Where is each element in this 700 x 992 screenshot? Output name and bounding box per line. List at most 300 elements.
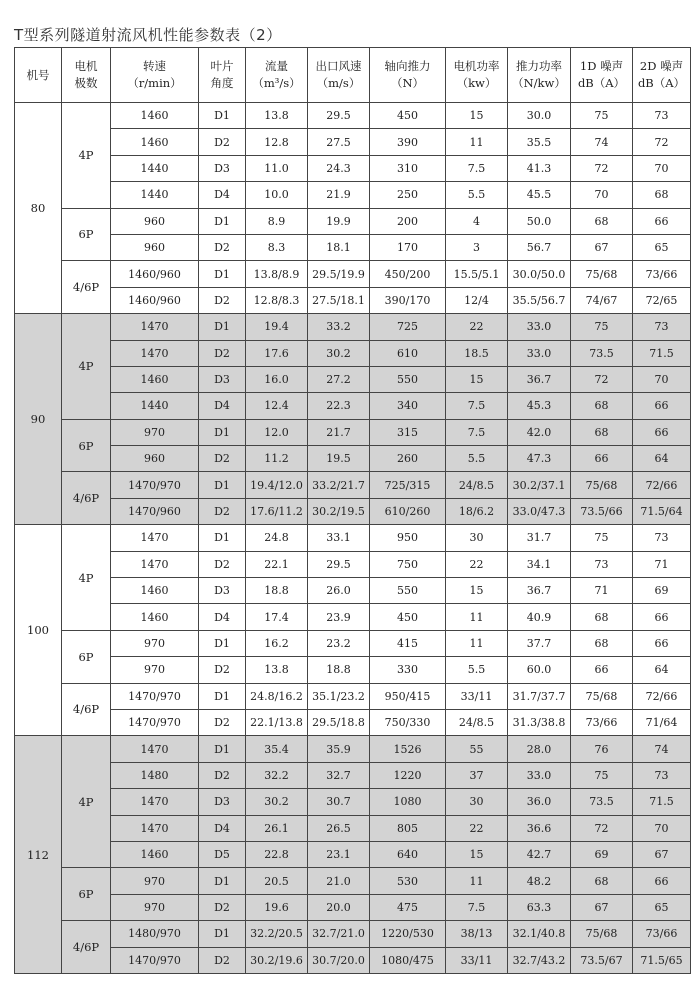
table-cell: 30 — [446, 525, 508, 551]
table-cell: 71.5/64 — [633, 498, 691, 524]
table-row — [15, 419, 691, 445]
table-cell: 3 — [446, 234, 508, 260]
table-cell: D2 — [199, 762, 246, 788]
table-cell: 1480 — [111, 762, 199, 788]
table-cell: D4 — [199, 393, 246, 419]
table-cell: 33.2 — [308, 314, 370, 340]
pole-cell: 6P — [62, 419, 111, 472]
table-cell: 75 — [571, 103, 633, 129]
table-cell: D1 — [199, 472, 246, 498]
table-cell: 23.9 — [308, 604, 370, 630]
table-cell: D3 — [199, 366, 246, 392]
table-cell: 750 — [370, 551, 446, 577]
table-cell: 21.9 — [308, 182, 370, 208]
table-cell: 30.2/19.5 — [308, 498, 370, 524]
table-cell: D2 — [199, 340, 246, 366]
table-cell: 1460 — [111, 841, 199, 867]
pole-cell: 6P — [62, 630, 111, 683]
table-cell: 15.5/5.1 — [446, 261, 508, 287]
table-cell: 70 — [633, 155, 691, 181]
table-cell: D2 — [199, 709, 246, 735]
table-cell: 390 — [370, 129, 446, 155]
table-cell: 29.5 — [308, 103, 370, 129]
table-cell: 37.7 — [508, 630, 571, 656]
table-cell: 66 — [633, 604, 691, 630]
table-cell: 960 — [111, 446, 199, 472]
table-cell: 56.7 — [508, 234, 571, 260]
table-row — [15, 393, 691, 419]
table-cell: 29.5 — [308, 551, 370, 577]
table-cell: 33.0/47.3 — [508, 498, 571, 524]
model-cell: 112 — [15, 736, 62, 974]
table-cell: 1480/970 — [111, 921, 199, 947]
table-cell: 12.0 — [246, 419, 308, 445]
table-cell: D2 — [199, 894, 246, 920]
table-cell: 1470/970 — [111, 472, 199, 498]
table-cell: 36.0 — [508, 789, 571, 815]
table-cell: 67 — [633, 841, 691, 867]
table-cell: 27.5 — [308, 129, 370, 155]
table-cell: 55 — [446, 736, 508, 762]
table-cell: 315 — [370, 419, 446, 445]
column-header-text: 转速 — [143, 59, 166, 73]
table-cell: 72 — [571, 155, 633, 181]
table-cell: D2 — [199, 234, 246, 260]
table-cell: 74 — [633, 736, 691, 762]
table-cell: 66 — [633, 208, 691, 234]
table-cell: 68 — [633, 182, 691, 208]
table-cell: 330 — [370, 657, 446, 683]
table-cell: 5.5 — [446, 657, 508, 683]
table-cell: 1440 — [111, 393, 199, 419]
column-header-text: 极数 — [74, 76, 98, 90]
table-cell: 32.1/40.8 — [508, 921, 571, 947]
table-cell: 32.7/43.2 — [508, 947, 571, 973]
table-cell: 73.5/66 — [571, 498, 633, 524]
table-cell: 36.7 — [508, 366, 571, 392]
table-cell: 67 — [571, 234, 633, 260]
column-header-text: 推力功率 — [516, 59, 562, 73]
table-cell: 1470/970 — [111, 947, 199, 973]
table-cell: 7.5 — [446, 155, 508, 181]
column-header — [508, 48, 571, 103]
table-cell: 30 — [446, 789, 508, 815]
table-cell: 24.3 — [308, 155, 370, 181]
table-cell: 550 — [370, 578, 446, 604]
table-cell: 610 — [370, 340, 446, 366]
table-cell: 34.1 — [508, 551, 571, 577]
table-cell: 16.2 — [246, 630, 308, 656]
table-cell: D2 — [199, 551, 246, 577]
table-cell: 73.5 — [571, 789, 633, 815]
table-cell: 73/66 — [571, 709, 633, 735]
table-cell: 60.0 — [508, 657, 571, 683]
table-cell: 27.5/18.1 — [308, 287, 370, 313]
table-cell: D2 — [199, 287, 246, 313]
column-header — [633, 48, 691, 103]
table-cell: 1080/475 — [370, 947, 446, 973]
table-cell: 71.5 — [633, 789, 691, 815]
table-cell: 33/11 — [446, 947, 508, 973]
table-cell: 19.4 — [246, 314, 308, 340]
table-cell: 30.7 — [308, 789, 370, 815]
table-row — [15, 604, 691, 630]
table-cell: 4 — [446, 208, 508, 234]
table-cell: 1470/970 — [111, 683, 199, 709]
column-header-text: 出口风速 — [315, 59, 362, 73]
table-cell: 71.5 — [633, 340, 691, 366]
table-cell: D2 — [199, 129, 246, 155]
table-cell: D1 — [199, 868, 246, 894]
table-cell: D1 — [199, 921, 246, 947]
table-cell: 18.1 — [308, 234, 370, 260]
table-cell: D1 — [199, 630, 246, 656]
table-cell: D2 — [199, 947, 246, 973]
table-cell: 1080 — [370, 789, 446, 815]
table-row — [15, 208, 691, 234]
table-cell: 30.7/20.0 — [308, 947, 370, 973]
table-cell: 390/170 — [370, 287, 446, 313]
table-cell: 340 — [370, 393, 446, 419]
column-header-text: 机号 — [26, 67, 50, 82]
table-cell: 73.5 — [571, 340, 633, 366]
pole-cell: 4/6P — [62, 472, 111, 525]
table-cell: 73 — [633, 314, 691, 340]
table-cell: 70 — [633, 366, 691, 392]
table-cell: 45.5 — [508, 182, 571, 208]
table-cell: 32.2 — [246, 762, 308, 788]
table-cell: 24/8.5 — [446, 709, 508, 735]
table-cell: 5.5 — [446, 182, 508, 208]
table-cell: 1460 — [111, 604, 199, 630]
table-cell: 68 — [571, 868, 633, 894]
table-row — [15, 234, 691, 260]
table-row — [15, 446, 691, 472]
table-row — [15, 815, 691, 841]
table-row — [15, 472, 691, 498]
column-header-text: （kw） — [456, 76, 497, 90]
model-cell: 80 — [15, 103, 62, 314]
table-cell: 7.5 — [446, 894, 508, 920]
table-row — [15, 525, 691, 551]
table-cell: 36.6 — [508, 815, 571, 841]
table-cell: 33.1 — [308, 525, 370, 551]
table-cell: 11 — [446, 868, 508, 894]
table-cell: D2 — [199, 657, 246, 683]
column-header-text: （m³/s） — [252, 76, 301, 90]
table-cell: 22.1 — [246, 551, 308, 577]
table-cell: 75/68 — [571, 683, 633, 709]
table-cell: 12.8/8.3 — [246, 287, 308, 313]
table-cell: 29.5/18.8 — [308, 709, 370, 735]
table-cell: 35.1/23.2 — [308, 683, 370, 709]
table-cell: 33.0 — [508, 340, 571, 366]
table-cell: D1 — [199, 683, 246, 709]
table-cell: 1470 — [111, 525, 199, 551]
table-row — [15, 287, 691, 313]
table-cell: 7.5 — [446, 393, 508, 419]
model-cell: 90 — [15, 314, 62, 525]
table-cell: 64 — [633, 446, 691, 472]
table-cell: 73 — [633, 762, 691, 788]
table-cell: 63.3 — [508, 894, 571, 920]
table-cell: 610/260 — [370, 498, 446, 524]
table-cell: 415 — [370, 630, 446, 656]
table-cell: 24/8.5 — [446, 472, 508, 498]
table-cell: 30.2 — [246, 789, 308, 815]
table-cell: 15 — [446, 103, 508, 129]
table-row — [15, 340, 691, 366]
pole-cell: 6P — [62, 868, 111, 921]
table-cell: 22.1/13.8 — [246, 709, 308, 735]
table-cell: 640 — [370, 841, 446, 867]
table-cell: 310 — [370, 155, 446, 181]
table-cell: 24.8 — [246, 525, 308, 551]
table-cell: 20.0 — [308, 894, 370, 920]
table-cell: D2 — [199, 446, 246, 472]
table-cell: 42.0 — [508, 419, 571, 445]
table-row — [15, 657, 691, 683]
table-cell: 11 — [446, 630, 508, 656]
table-cell: 8.9 — [246, 208, 308, 234]
table-cell: 1460 — [111, 578, 199, 604]
table-cell: D3 — [199, 578, 246, 604]
table-cell: 960 — [111, 234, 199, 260]
table-cell: 17.6 — [246, 340, 308, 366]
table-row — [15, 182, 691, 208]
table-cell: 22 — [446, 815, 508, 841]
table-cell: 12.4 — [246, 393, 308, 419]
table-cell: 22 — [446, 314, 508, 340]
table-row — [15, 498, 691, 524]
table-cell: 260 — [370, 446, 446, 472]
table-cell: 11.2 — [246, 446, 308, 472]
column-header — [308, 48, 370, 103]
table-cell: 33.0 — [508, 314, 571, 340]
table-cell: 950/415 — [370, 683, 446, 709]
table-cell: 70 — [571, 182, 633, 208]
table-cell: 21.0 — [308, 868, 370, 894]
table-cell: 72 — [571, 815, 633, 841]
table-row — [15, 578, 691, 604]
column-header — [571, 48, 633, 103]
table-row — [15, 155, 691, 181]
table-cell: 73 — [633, 103, 691, 129]
performance-table — [14, 47, 691, 974]
table-cell: 73.5/67 — [571, 947, 633, 973]
table-cell: D1 — [199, 103, 246, 129]
table-cell: D3 — [199, 789, 246, 815]
column-header — [446, 48, 508, 103]
model-cell: 100 — [15, 525, 62, 736]
table-cell: 75/68 — [571, 261, 633, 287]
table-cell: 31.7 — [508, 525, 571, 551]
column-header-text: dB（A） — [577, 76, 626, 90]
table-cell: 47.3 — [508, 446, 571, 472]
table-cell: 73 — [571, 551, 633, 577]
table-cell: 11.0 — [246, 155, 308, 181]
pole-cell: 4/6P — [62, 921, 111, 974]
pole-cell: 4P — [62, 736, 111, 868]
table-cell: 72 — [633, 129, 691, 155]
table-cell: 65 — [633, 894, 691, 920]
table-cell: 12/4 — [446, 287, 508, 313]
table-cell: 7.5 — [446, 419, 508, 445]
table-cell: 31.7/37.7 — [508, 683, 571, 709]
table-cell: 1470 — [111, 551, 199, 577]
column-header-text: （m/s） — [316, 76, 361, 90]
table-row — [15, 103, 691, 129]
table-cell: 960 — [111, 208, 199, 234]
table-cell: 1440 — [111, 155, 199, 181]
table-cell: 76 — [571, 736, 633, 762]
table-cell: 71 — [633, 551, 691, 577]
table-cell: 68 — [571, 208, 633, 234]
table-cell: 30.0 — [508, 103, 571, 129]
table-cell: 65 — [633, 234, 691, 260]
table-cell: 75/68 — [571, 472, 633, 498]
table-row — [15, 894, 691, 920]
table-cell: 66 — [571, 657, 633, 683]
column-header-text: 电机 — [74, 59, 98, 73]
table-cell: 18.8 — [246, 578, 308, 604]
table-cell: 26.1 — [246, 815, 308, 841]
table-cell: 70 — [633, 815, 691, 841]
table-cell: 75/68 — [571, 921, 633, 947]
table-cell: 68 — [571, 630, 633, 656]
table-cell: 17.4 — [246, 604, 308, 630]
table-cell: D2 — [199, 498, 246, 524]
table-cell: 30.2 — [308, 340, 370, 366]
table-cell: 450/200 — [370, 261, 446, 287]
table-cell: 64 — [633, 657, 691, 683]
table-cell: 27.2 — [308, 366, 370, 392]
table-cell: 13.8 — [246, 103, 308, 129]
table-cell: 1440 — [111, 182, 199, 208]
table-cell: 36.7 — [508, 578, 571, 604]
table-cell: 10.0 — [246, 182, 308, 208]
table-cell: 50.0 — [508, 208, 571, 234]
table-cell: 475 — [370, 894, 446, 920]
table-cell: 1526 — [370, 736, 446, 762]
table-cell: 22.8 — [246, 841, 308, 867]
table-cell: D1 — [199, 419, 246, 445]
column-header-text: （N） — [390, 76, 425, 90]
table-cell: 8.3 — [246, 234, 308, 260]
table-cell: 24.8/16.2 — [246, 683, 308, 709]
table-cell: 15 — [446, 578, 508, 604]
table-cell: 75 — [571, 314, 633, 340]
table-cell: 1460/960 — [111, 287, 199, 313]
table-cell: 75 — [571, 762, 633, 788]
table-cell: 13.8/8.9 — [246, 261, 308, 287]
table-cell: 73/66 — [633, 921, 691, 947]
table-cell: 1470 — [111, 736, 199, 762]
table-cell: 72/65 — [633, 287, 691, 313]
table-cell: 450 — [370, 604, 446, 630]
table-cell: 200 — [370, 208, 446, 234]
table-cell: 66 — [571, 446, 633, 472]
table-row — [15, 841, 691, 867]
table-row — [15, 709, 691, 735]
table-cell: 5.5 — [446, 446, 508, 472]
table-cell: D4 — [199, 182, 246, 208]
table-cell: 805 — [370, 815, 446, 841]
table-cell: 1470 — [111, 340, 199, 366]
table-cell: 22.3 — [308, 393, 370, 419]
table-cell: 1460 — [111, 366, 199, 392]
table-cell: 32.2/20.5 — [246, 921, 308, 947]
table-cell: 71.5/65 — [633, 947, 691, 973]
table-row — [15, 762, 691, 788]
table-cell: 71/64 — [633, 709, 691, 735]
table-cell: 1470/970 — [111, 709, 199, 735]
table-cell: D4 — [199, 815, 246, 841]
column-header-text: 流量 — [265, 59, 288, 73]
table-cell: 35.5/56.7 — [508, 287, 571, 313]
table-cell: 33.0 — [508, 762, 571, 788]
table-cell: 970 — [111, 657, 199, 683]
table-row — [15, 683, 691, 709]
table-cell: 17.6/11.2 — [246, 498, 308, 524]
table-cell: 71 — [571, 578, 633, 604]
table-cell: 35.5 — [508, 129, 571, 155]
table-cell: 73 — [633, 525, 691, 551]
table-cell: 66 — [633, 419, 691, 445]
table-cell: 31.3/38.8 — [508, 709, 571, 735]
table-cell: 72 — [571, 366, 633, 392]
table-cell: D3 — [199, 155, 246, 181]
table-row — [15, 129, 691, 155]
table-cell: 970 — [111, 630, 199, 656]
table-row — [15, 551, 691, 577]
table-cell: 33.2/21.7 — [308, 472, 370, 498]
table-cell: 970 — [111, 868, 199, 894]
table-cell: 29.5/19.9 — [308, 261, 370, 287]
table-cell: 19.4/12.0 — [246, 472, 308, 498]
table-cell: 30.2/37.1 — [508, 472, 571, 498]
column-header-text: 电机功率 — [453, 59, 500, 73]
column-header — [199, 48, 246, 103]
table-cell: D5 — [199, 841, 246, 867]
table-cell: 18/6.2 — [446, 498, 508, 524]
table-cell: 170 — [370, 234, 446, 260]
table-cell: 750/330 — [370, 709, 446, 735]
table-cell: 23.1 — [308, 841, 370, 867]
column-header-text: （N/kw） — [512, 76, 566, 90]
page-title: T型系列隧道射流风机性能参数表（2） — [14, 26, 282, 44]
table-cell: 35.9 — [308, 736, 370, 762]
column-header-text: 1D 噪声 — [579, 59, 624, 73]
table-cell: 66 — [633, 868, 691, 894]
table-row — [15, 366, 691, 392]
table-cell: 74 — [571, 129, 633, 155]
table-row — [15, 868, 691, 894]
table-cell: 74/67 — [571, 287, 633, 313]
table-row — [15, 736, 691, 762]
table-cell: D1 — [199, 261, 246, 287]
table-cell: 12.8 — [246, 129, 308, 155]
table-row — [15, 261, 691, 287]
table-cell: 1220/530 — [370, 921, 446, 947]
table-cell: 13.8 — [246, 657, 308, 683]
table-cell: 68 — [571, 393, 633, 419]
table-cell: 16.0 — [246, 366, 308, 392]
table-cell: 26.5 — [308, 815, 370, 841]
table-cell: 1460 — [111, 129, 199, 155]
table-cell: 30.2/19.6 — [246, 947, 308, 973]
table-cell: 725 — [370, 314, 446, 340]
